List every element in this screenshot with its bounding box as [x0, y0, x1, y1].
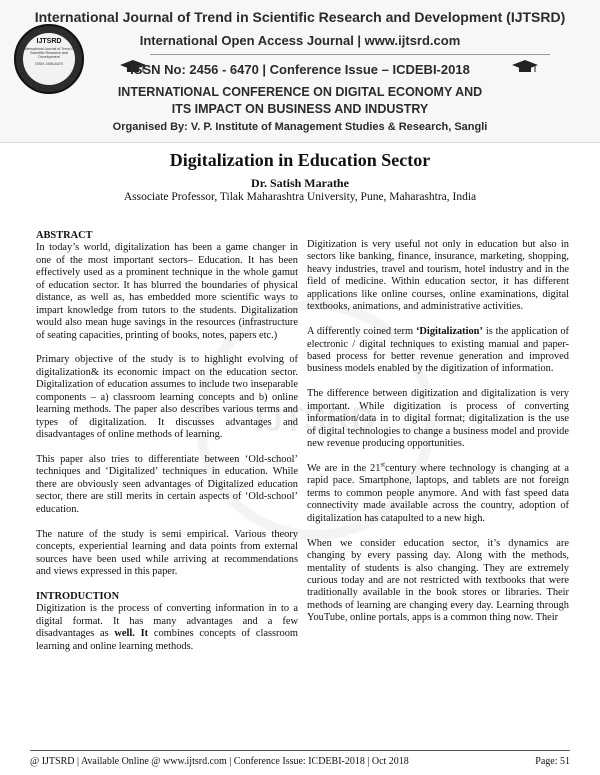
conference-title — [0, 84, 600, 118]
body-paragraph-4 — [307, 460, 569, 525]
journal-subtitle: International Open Access Journal | www.ijtsrd.com — [139, 33, 461, 48]
bold-text: It — [140, 628, 149, 640]
paper-title: Digitalization in Education Sector — [169, 150, 431, 170]
bold-text: well. — [114, 628, 135, 640]
abstract-paragraph-2: Primary objective of the study is to highlight evolving of digitalization& its economic impact on the education sector. Digitalization of education assumes to include two inseparable components – a) classroom learning concepts and b) online learning methods. The paper also describes various terms and types of digitalization. It discusses advantages and disadvantages of online methods of learning. — [36, 354, 298, 441]
footer-divider — [30, 750, 570, 751]
journal-header — [0, 0, 600, 143]
abstract-heading: ABSTRACT — [36, 230, 93, 241]
text-run: A differently coined term — [307, 326, 416, 338]
text-run: is the application of electronic / digital techniques to existing manual and paper-based process for better revenue generation and improved business models enabled by the digitization of information. — [307, 326, 569, 375]
organiser-line: Organised By: V. P. Institute of Management Studies & Research, Sangli — [112, 121, 488, 133]
left-column — [36, 230, 298, 666]
abstract-paragraph-4: The nature of the study is semi empirical. Various theory concepts, experiential learning and data points from external sources have been used while arriving at recommendations and views expressed in this paper. — [36, 528, 298, 578]
text-run: Digitization is the process of converting information in to a digital format. It has many advantages and a few disadvantages as — [36, 603, 298, 640]
conference-title-line-2: ITS IMPACT ON BUSINESS AND INDUSTRY — [171, 102, 429, 116]
text-run: century where technology is changing at a rapid pace. Smartphone, laptops, and tablets are not foreign terms to common people anymore. And with fast speed data connectivity made available across the country, adoption of digitalization has catapulted to a new high. — [307, 462, 569, 524]
body-paragraph-1: Digitization is very useful not only in education but also in sectors like banking, finance, insurance, marketing, shopping, heavy industries, travel and tourism, hotel industry and in the field of medicine. Within education sector, it has different applications like online courses, online examinations, digital textbooks, animations, and administrative activities. — [307, 239, 569, 313]
logo-name: IJTSRD — [36, 38, 62, 45]
text-run: We are in the 21 — [307, 462, 381, 474]
journal-title: International Journal of Trend in Scientific Research and Development (IJTSRD) — [34, 9, 566, 25]
conference-title-line-1: INTERNATIONAL CONFERENCE ON DIGITAL ECONOMY AND — [117, 85, 483, 99]
abstract-paragraph-3: This paper also tries to differentiate between ‘Old-school’ techniques and ‘Digitalized’ techniques in education. While there are obviously seen advantages of Digitalized education sector, there are still merits in certain aspects of ‘Old-school’ education. — [36, 454, 298, 515]
body-paragraph-2 — [307, 326, 569, 376]
introduction-paragraph-1 — [36, 603, 298, 653]
footer-citation: @ IJTSRD | Available Online @ www.ijtsrd.com | Conference Issue: ICDEBI-2018 | Oct 2018 — [30, 756, 409, 767]
right-column — [307, 239, 569, 637]
logo-issn: ISSN: 2456-6470 — [35, 61, 63, 66]
body-paragraph-5: When we consider education sector, it’s dynamics are changing by every passing day. Along with the methods, mentality of students is also changing. They are extremely curious today and are not restricted with textbooks that were traditionally available in the book stores or libraries. Their methods of learning are changing every day. Learning through YouTube, online portals, apps is a common thing now. Their — [307, 537, 569, 624]
introduction-heading: INTRODUCTION — [36, 590, 120, 602]
header-divider — [150, 54, 550, 55]
author-affiliation: Associate Professor, Tilak Maharashtra University, Pune, Maharashtra, India — [123, 191, 477, 203]
superscript: st — [380, 460, 386, 469]
body-paragraph-3: The difference between digitization and digitalization is very important. While digitization is process of converting information/data in to digital format; digitalization is the use of digital technologies to change a business model and provide new revenue producing opportunities. — [307, 388, 569, 450]
abstract-paragraph-1: In today’s world, digitalization has been a game changer in one of the most important sectors– Education. It has been effectively used as a prominent technique in the whole gamut of education sector. It has blurred the boundaries of physical distance, as well as, has embedded more scientific ways to impart knowledge from tutors to the students. Digitalization would also mean huge savings in the resources (infrastructure of seating capacities, printing of books, notes, papers etc.) — [36, 242, 298, 341]
text-run: combines concepts of classroom learning and online learning methods. — [36, 628, 298, 652]
author-name: Dr. Satish Marathe — [251, 176, 349, 190]
logo-description: International Journal of Trend in Scientific Research and Development — [23, 47, 75, 60]
journal-watermark: IJTSRD — [195, 300, 435, 540]
issn-line: ISSN No: 2456 - 6470 | Conference Issue – ICDEBI-2018 — [130, 62, 470, 77]
bold-term: ‘Digitalization’ — [415, 326, 483, 338]
page-number: Page: 51 — [535, 756, 570, 767]
